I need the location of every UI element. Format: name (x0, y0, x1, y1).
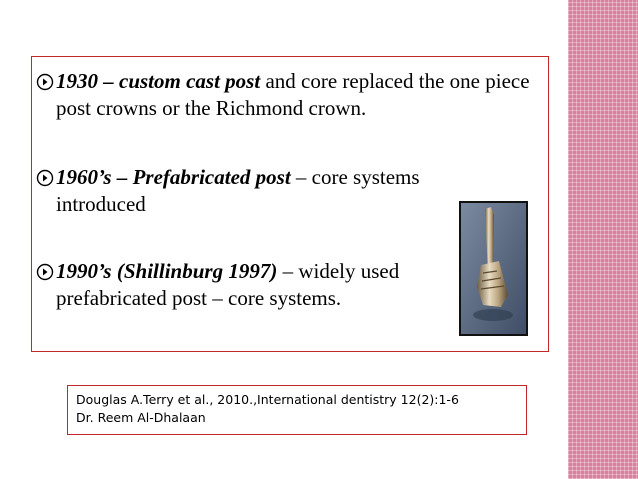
circled-arrow-bullet-icon (36, 169, 54, 187)
bullet-emphasis: 1960’s – Prefabricated post (56, 165, 291, 189)
citation-author: Dr. Reem Al-Dhalaan (76, 410, 206, 425)
prefabricated-post-photo (459, 201, 528, 336)
bullet-text: and core replaced the one piece post crowns or the Richmond crown. (56, 69, 530, 120)
decorative-side-bar (568, 0, 638, 479)
bullet-text: – core systems introduced (56, 165, 420, 216)
citation-box (67, 385, 527, 435)
circled-arrow-bullet-icon (36, 73, 54, 91)
citation-reference: Douglas A.Terry et al., 2010.,International dentistry 12(2):1-6 (76, 392, 459, 407)
bullet-item-1930 (36, 68, 536, 122)
bullet-item-1960s (36, 164, 456, 218)
bullet-emphasis: 1930 – custom cast post (56, 69, 261, 93)
dental-post-illustration (461, 203, 526, 334)
bullet-item-1990s (36, 258, 456, 312)
bullet-text: – widely used prefabricated post – core systems. (56, 259, 400, 310)
bullet-emphasis: 1990’s (Shillinburg 1997) (56, 259, 278, 283)
circled-arrow-bullet-icon (36, 263, 54, 281)
